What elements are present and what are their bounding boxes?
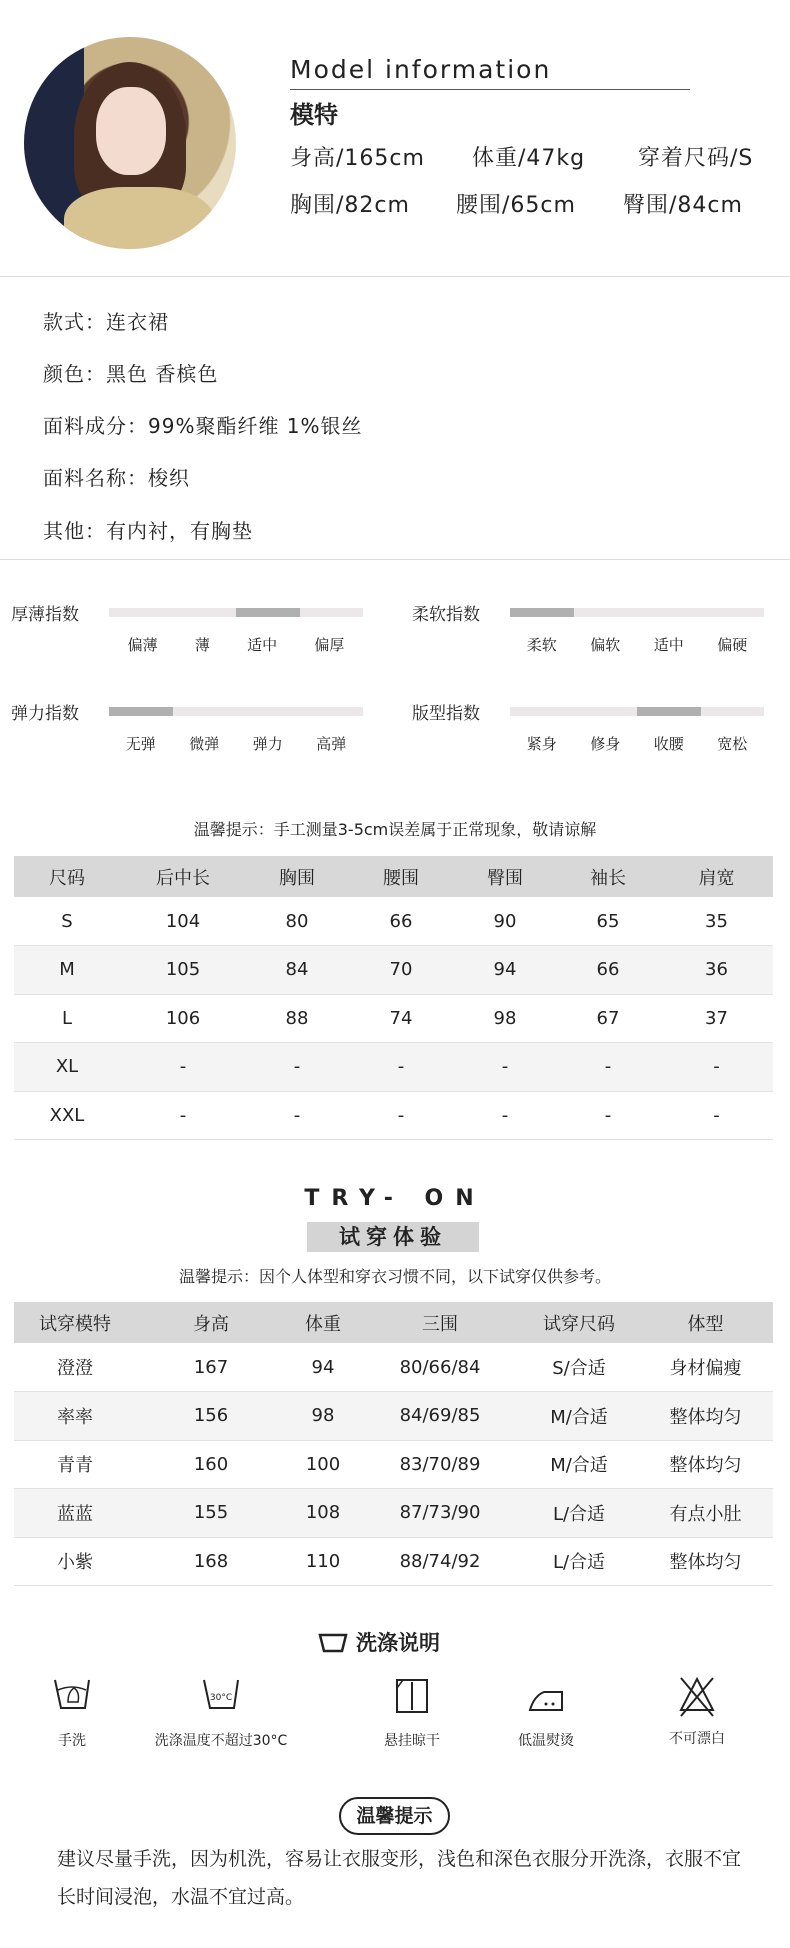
table-cell: 156 [136,1392,286,1441]
table-cell: 66 [556,946,660,995]
no-bleach-icon [677,1676,717,1718]
table-cell: XXL [14,1091,120,1140]
table-cell: 身材偏瘦 [638,1343,773,1392]
table-header [14,856,773,897]
index-scale [510,733,764,754]
scale-label: 偏硬 [717,636,748,654]
table-cell: 105 [120,946,246,995]
index-bar [109,707,363,716]
table-cell: 155 [136,1489,286,1538]
table-cell: 37 [660,994,773,1043]
index-label: 弹力指数 [11,704,79,724]
table-cell: 94 [454,946,556,995]
table-cell: 167 [136,1343,286,1392]
scale-label: 薄 [194,636,210,654]
table-cell: M [14,946,120,995]
scale-label: 偏软 [590,636,621,654]
table-cell: 104 [120,897,246,946]
table-cell: 小紫 [14,1537,136,1586]
wash-30 [146,1678,296,1750]
table-cell: 84 [246,946,348,995]
model-subtitle: 模特 [290,101,338,129]
tryon-title: TRY- ON [304,1186,486,1211]
table-cell: 83/70/89 [360,1440,520,1489]
tryon-table [14,1302,773,1586]
scale-label: 偏厚 [314,636,345,654]
tips-title: 温馨提示 [339,1797,450,1835]
table-cell: 88/74/92 [360,1537,520,1586]
scale-label: 适中 [247,636,278,654]
table-cell: L [14,994,120,1043]
table-cell: 67 [556,994,660,1043]
model-height: 身高/165cm [290,146,425,171]
table-cell: 80/66/84 [360,1343,520,1392]
table-cell: 有点小肚 [638,1489,773,1538]
table-cell: 100 [286,1440,360,1489]
index-bar [510,707,764,716]
table-row [14,1091,773,1140]
column-header: 三围 [360,1302,520,1343]
scale-label: 弹力 [252,735,283,753]
scale-label: 无弹 [125,735,156,753]
table-cell: 160 [136,1440,286,1489]
table-cell: - [454,1091,556,1140]
hand-wash [0,1678,147,1750]
table-row [14,994,773,1043]
table-cell: 澄澄 [14,1343,136,1392]
table-row [14,946,773,995]
tips-text: 建议尽量手洗，因为机洗，容易让衣服变形，浅色和深色衣服分开洗涤，衣服不宜长时间浸泡，水温不宜过高。 [57,1848,742,1908]
table-cell: - [348,1043,454,1092]
column-header: 体重 [286,1302,360,1343]
scale-label: 微弹 [189,735,220,753]
column-header: 肩宽 [660,856,773,897]
spec-fabric: 面料成分：99%聚酯纤维 1%银丝 [43,414,363,438]
column-header: 试穿尺码 [520,1302,638,1343]
table-cell: XL [14,1043,120,1092]
tryon-subtitle: 试穿体验 [307,1222,479,1252]
scale-label: 柔软 [526,636,557,654]
index-scale [510,634,764,655]
model-size: 穿着尺码/S [638,146,754,171]
table-header [14,1302,773,1343]
wash-30-icon [201,1678,241,1716]
model-waist: 腰围/65cm [456,193,576,218]
table-cell: 整体均匀 [638,1440,773,1489]
hand-wash-label: 手洗 [58,1733,86,1749]
scale-label: 紧身 [526,735,557,753]
column-header: 尺码 [14,856,120,897]
table-cell: 35 [660,897,773,946]
table-cell: S/合适 [520,1343,638,1392]
index-label: 柔软指数 [412,605,480,625]
table-cell: 36 [660,946,773,995]
column-header: 后中长 [120,856,246,897]
column-header: 腰围 [348,856,454,897]
table-cell: M/合适 [520,1440,638,1489]
index-bar [510,608,764,617]
table-cell: 110 [286,1537,360,1586]
column-header: 身高 [136,1302,286,1343]
table-row [14,1392,773,1441]
table-cell: 80 [246,897,348,946]
temp-badge: 30°C [209,1693,233,1703]
column-header: 臀围 [454,856,556,897]
table-row [14,1043,773,1092]
line-dry-label: 悬挂晾干 [384,1733,440,1749]
low-iron-label: 低温熨烫 [518,1733,574,1749]
spec-style: 款式：连衣裙 [43,310,169,334]
table-cell: - [556,1091,660,1140]
scale-label: 修身 [590,735,621,753]
hand-wash-icon [52,1678,92,1716]
table-cell: - [246,1043,348,1092]
index-bar-fill [510,608,574,617]
spec-fabric-name: 面料名称：梭织 [43,466,190,490]
column-header: 体型 [638,1302,773,1343]
size-table [14,856,773,1140]
low-iron-icon [526,1678,566,1716]
table-cell: - [348,1091,454,1140]
table-cell: 90 [454,897,556,946]
table-cell: 整体均匀 [638,1392,773,1441]
table-cell: L/合适 [520,1489,638,1538]
table-cell: 整体均匀 [638,1537,773,1586]
column-header: 试穿模特 [14,1302,136,1343]
table-cell: - [454,1043,556,1092]
index-scale [109,733,363,754]
index-bar-fill [236,608,300,617]
line-dry-icon [392,1678,432,1716]
table-cell: L/合适 [520,1537,638,1586]
table-row [14,1537,773,1586]
no-bleach-label: 不可漂白 [669,1731,725,1747]
divider [0,276,790,277]
table-cell: 94 [286,1343,360,1392]
model-photo [24,37,236,249]
spec-color: 颜色：黑色 香槟色 [43,362,219,386]
index-label: 厚薄指数 [11,605,79,625]
table-row [14,1489,773,1538]
line-dry [337,1678,487,1750]
index-label: 版型指数 [412,704,480,724]
table-cell: 青青 [14,1440,136,1489]
basin-icon [318,1632,348,1654]
model-weight: 体重/47kg [472,146,586,171]
table-cell: - [120,1043,246,1092]
table-cell: 168 [136,1537,286,1586]
index-scale [109,634,363,655]
table-cell: S [14,897,120,946]
model-bust: 胸围/82cm [290,193,410,218]
scale-label: 高弹 [316,735,347,753]
column-header: 袖长 [556,856,660,897]
model-hip: 臀围/84cm [623,193,743,218]
scale-label: 收腰 [653,735,684,753]
table-cell: 70 [348,946,454,995]
scale-label: 适中 [653,636,684,654]
divider [290,89,690,90]
index-bar-fill [637,707,701,716]
table-cell: - [556,1043,660,1092]
tryon-note: 温馨提示：因个人体型和穿衣习惯不同，以下试穿仅供参考。 [178,1267,611,1286]
table-cell: 65 [556,897,660,946]
table-cell: - [246,1091,348,1140]
table-row [14,897,773,946]
wash-title: 洗涤说明 [356,1631,440,1655]
wash-30-label: 洗涤温度不超过30°C [154,1733,288,1749]
table-cell: - [120,1091,246,1140]
column-header: 胸围 [246,856,348,897]
divider [0,559,790,560]
table-cell: 74 [348,994,454,1043]
table-cell: 108 [286,1489,360,1538]
table-cell: 106 [120,994,246,1043]
table-cell: - [660,1043,773,1092]
index-bar-fill [109,707,173,716]
no-bleach [622,1676,772,1748]
table-cell: 率率 [14,1392,136,1441]
spec-other: 其他：有内衬，有胸垫 [43,519,253,543]
table-cell: 66 [348,897,454,946]
table-cell: 88 [246,994,348,1043]
table-cell: - [660,1091,773,1140]
table-cell: 84/69/85 [360,1392,520,1441]
size-note: 温馨提示：手工测量3-5cm误差属于正常现象，敬请谅解 [193,820,597,839]
model-info-title: Model information [290,55,552,84]
scale-label: 偏薄 [127,636,158,654]
low-iron [471,1678,621,1750]
table-cell: 98 [454,994,556,1043]
table-row [14,1440,773,1489]
scale-label: 宽松 [717,735,748,753]
table-cell: M/合适 [520,1392,638,1441]
table-row [14,1343,773,1392]
table-cell: 98 [286,1392,360,1441]
index-bar [109,608,363,617]
table-cell: 蓝蓝 [14,1489,136,1538]
table-cell: 87/73/90 [360,1489,520,1538]
